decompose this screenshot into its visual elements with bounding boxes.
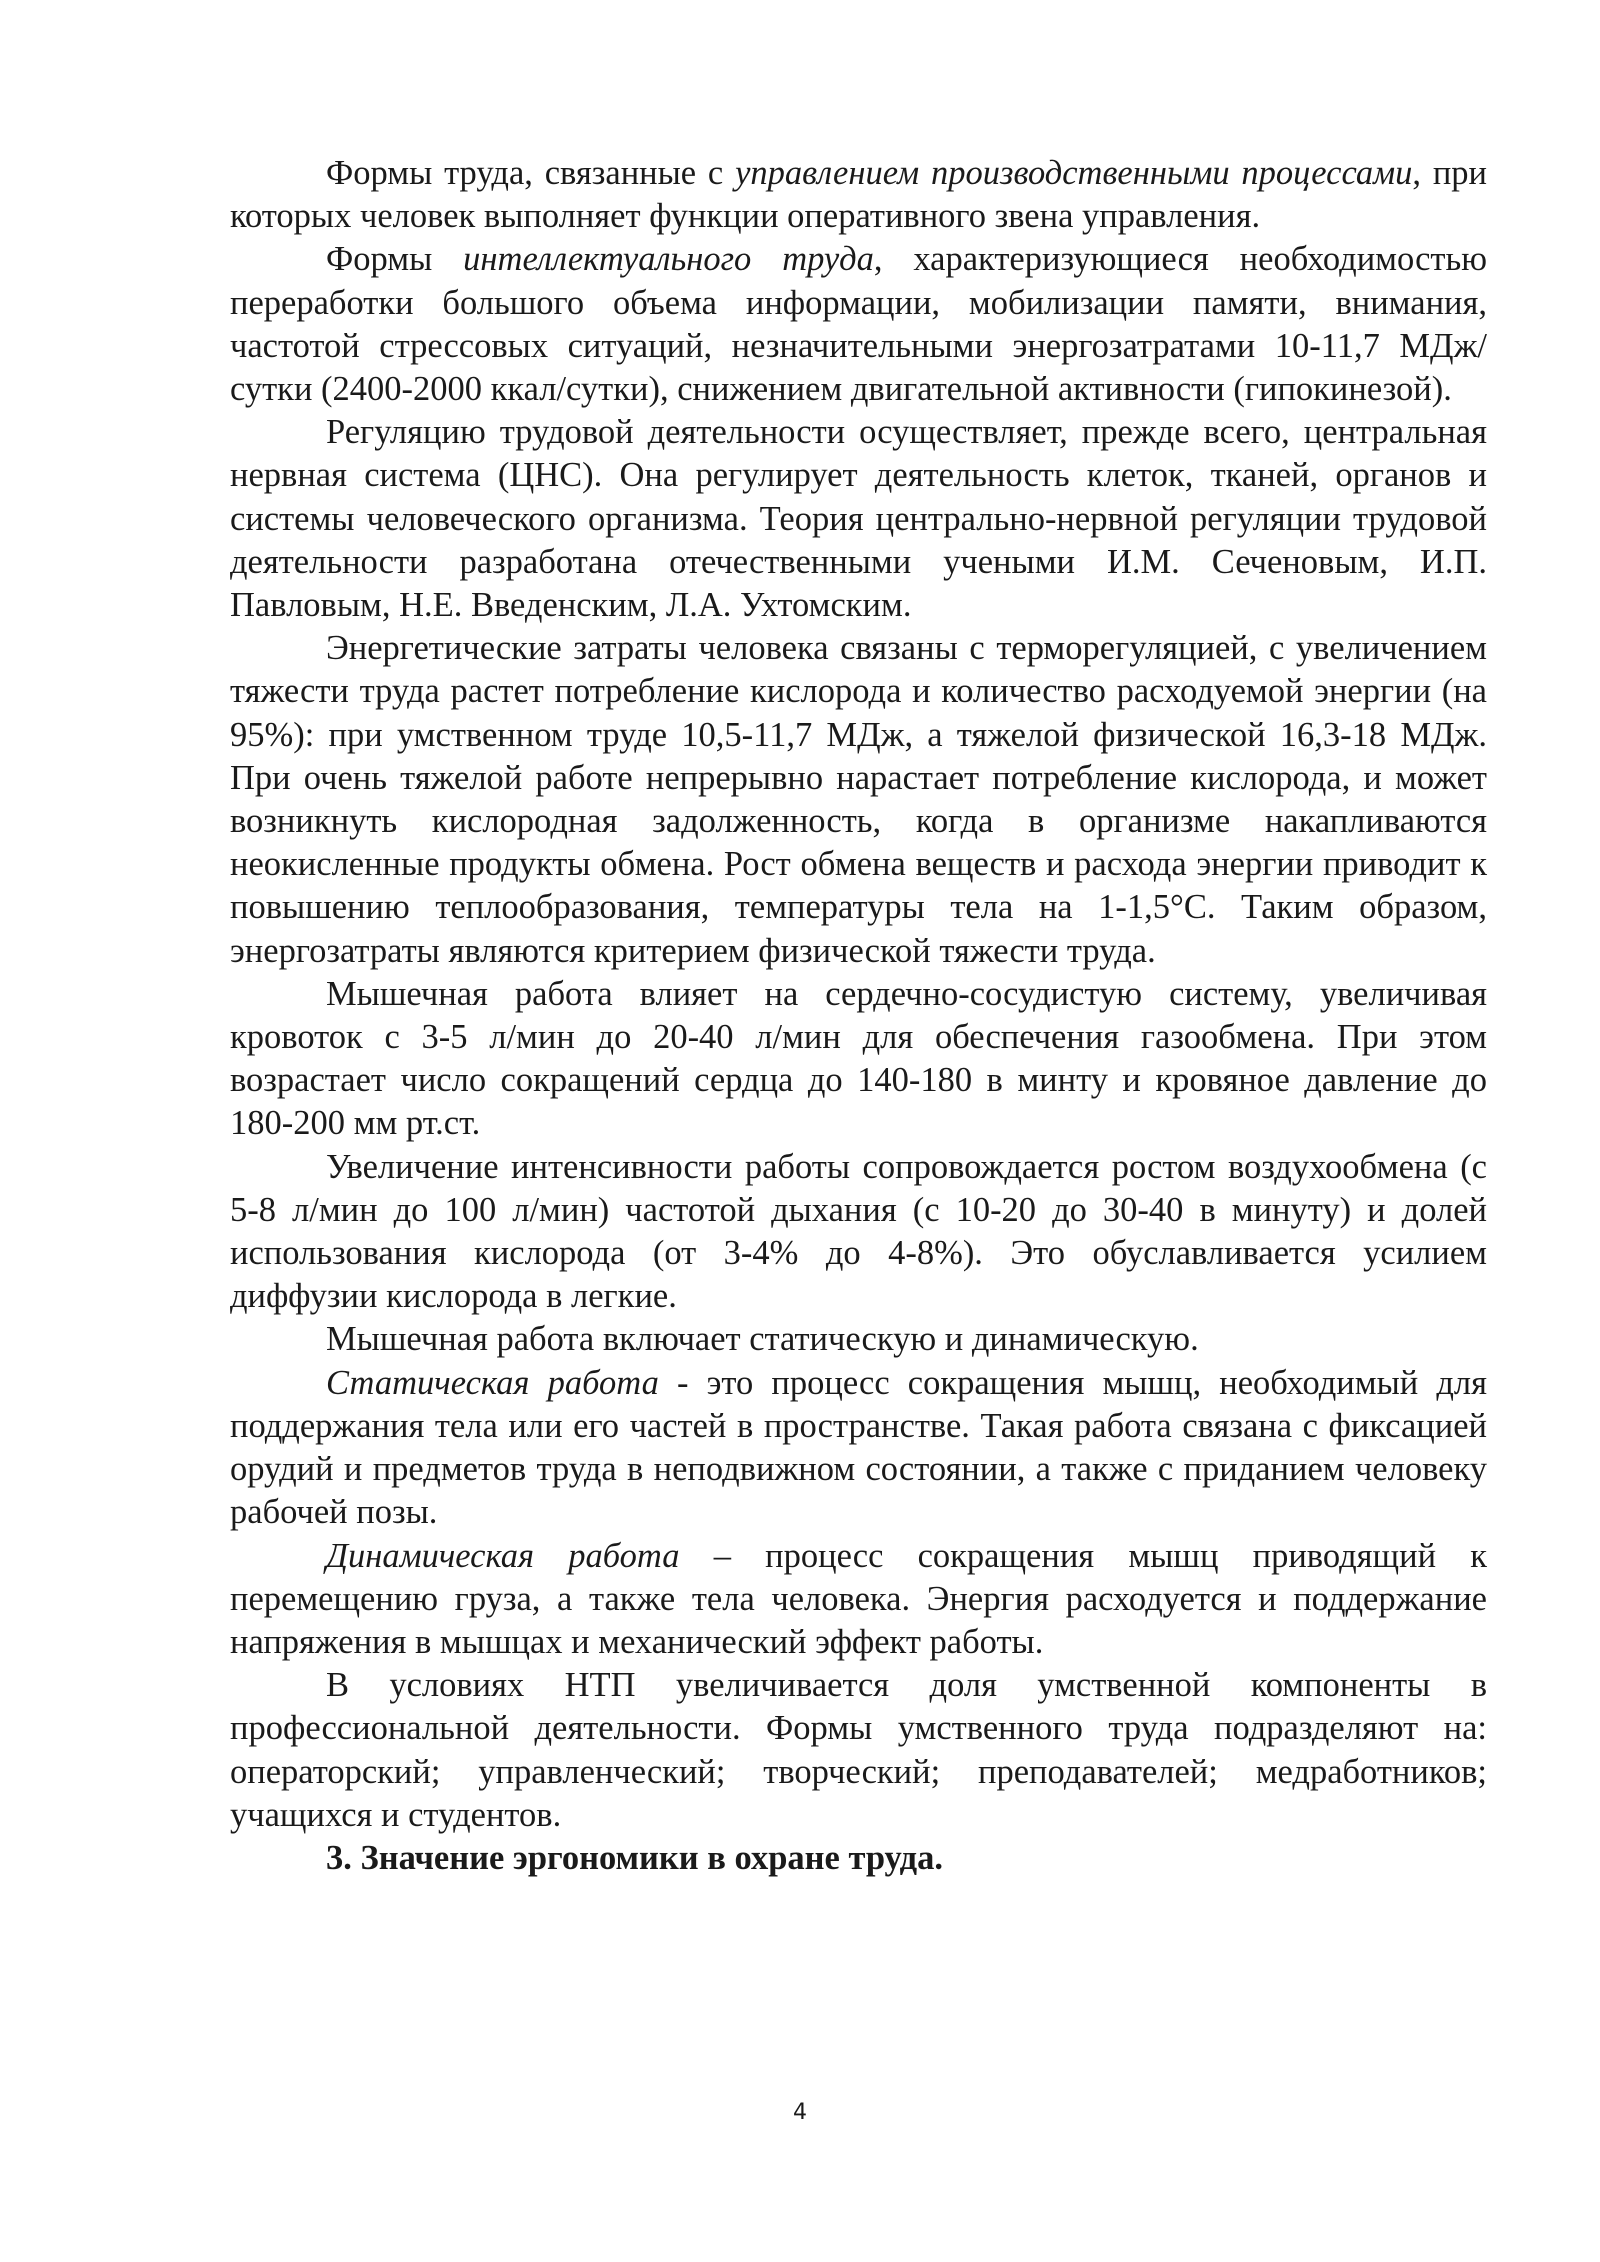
paragraph-4: Энергетические затраты человека связаны с терморегуляцией, с увеличением тяжести труда растет потребление кислорода и количество расходуемой энергии (на 95%): при умственном труде 10,5-11,7 МДж, а тяжелой физической 16,3-18 МДж. При очень тяжелой работе непрерывно нарастает потребление кислорода, и может возникнуть кислородная задолженность, когда в организме накапливаются неокисленные продукты обмена. Рост обмена веществ и расхода энергии приводит к повышению теплообразования, температуры тела на 1-1,5°С. Таким образом, энергозатраты являются критерием физической тяжести труда.	[230, 629, 1487, 970]
body-text	[230, 152, 1487, 1880]
paragraph-8	[230, 1362, 1487, 1535]
paragraph-2-pre: Формы	[326, 240, 464, 279]
section-heading: 3. Значение эргономики в охране труда.	[326, 1838, 943, 1877]
paragraph-2-post: , характеризующиеся необходимостью переработки большого объема информации, мобилизации памяти, внимания, частотой стрессовых ситуаций, незначительными энергозатратами 10-11,7 МДж/сутки (2400-2000 ккал/сутки), снижением двигательной активности (гипокинезой).	[230, 240, 1487, 409]
paragraph-9-post: – процесс сокращения мышц приводящий к перемещению груза, а также тела человека. Энергия расходуется и поддержание напряжения в мышцах и механический эффект работы.	[230, 1536, 1488, 1661]
paragraph-1-pre: Формы труда, связанные с	[326, 154, 736, 192]
paragraph-8-post: - это процесс сокращения мышц, необходимый для поддержания тела или его частей в пространстве. Такая работа связана с фиксацией орудий и предметов труда в неподвижном состоянии, а также с приданием человеку рабочей позы.	[230, 1363, 1488, 1532]
paragraph-1-italic: управлением производственными процессами	[735, 154, 1413, 192]
paragraph-3: Регуляцию трудовой деятельности осуществляет, прежде всего, центральная нервная система (ЦНС). Она регулирует деятельность клеток, тканей, органов и системы человеческого организма. Теория центрально-нервной регуляции трудовой деятельности разработана отечественными учеными И.М. Сеченовым, И.П. Павловым, Н.Е. Введенским, Л.А. Ухтомским.	[230, 413, 1487, 625]
paragraph-2	[230, 238, 1487, 411]
page-number: 4	[793, 2100, 807, 2125]
paragraph-2-italic: интеллектуального труда	[463, 240, 874, 279]
paragraph-9-italic: Динамическая работа	[326, 1536, 680, 1575]
paragraph-6: Увеличение интенсивности работы сопровождается ростом воздухообмена (с 5-8 л/мин до 100 л/мин) частотой дыхания (с 10-20 до 30-40 в минуту) и долей использования кислорода (от 3-4% до 4-8%). Это обуславливается усилием диффузии кислорода в легкие.	[230, 1147, 1487, 1316]
paragraph-1-post: , при которых человек выполняет функции оперативного звена управления.	[230, 154, 1488, 236]
paragraph-1	[230, 152, 1487, 238]
paragraph-7: Мышечная работа включает статическую и динамическую.	[326, 1320, 1199, 1359]
paragraph-10: В условиях НТП увеличивается доля умственной компоненты в профессиональной деятельности. Формы умственного труда подразделяют на: операторский; управленческий; творческий; преподавателей; медработников; учащихся и студентов.	[230, 1666, 1487, 1834]
paragraph-8-italic: Статическая работа	[326, 1363, 659, 1402]
paragraph-5: Мышечная работа влияет на сердечно-сосудистую систему, увеличивая кровоток с 3-5 л/мин до 20-40 л/мин для обеспечения газообмена. При этом возрастает число сокращений сердца до 140-180 в минту и кровяное давление до 180-200 мм рт.ст.	[230, 974, 1487, 1143]
paragraph-9	[230, 1535, 1487, 1665]
